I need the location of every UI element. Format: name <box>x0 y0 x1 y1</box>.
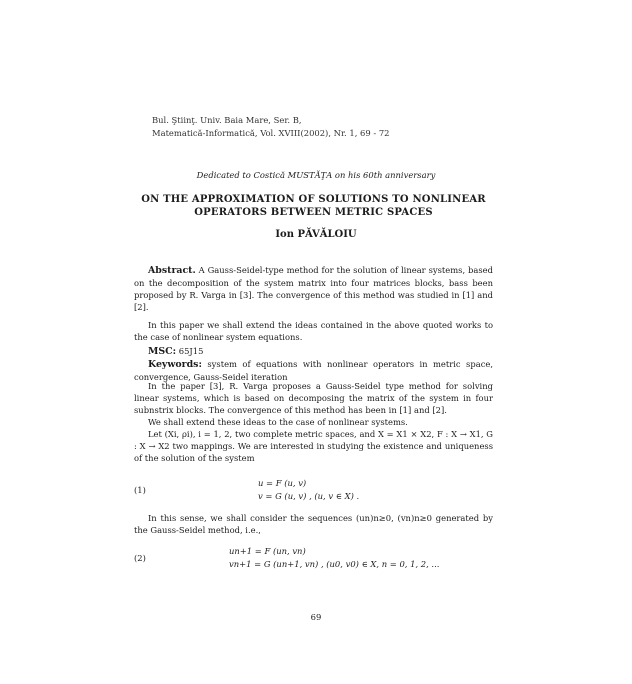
title-line2: OPERATORS BETWEEN METRIC SPACES <box>194 207 433 218</box>
equation-2-line2: vn+1 = G (un+1, vn) , (u0, v0) ∈ X, n = 0, 1, 2, ... <box>229 559 440 569</box>
abstract-paragraph <box>134 264 493 313</box>
msc-label: MSC: <box>148 346 177 357</box>
author: Ion PĂVĂLOIU <box>275 229 357 240</box>
msc-value: 65J15 <box>178 346 204 356</box>
title-line1: ON THE APPROXIMATION OF SOLUTIONS TO NONLINEAR <box>141 194 486 205</box>
keywords-value: system of equations with nonlinear operators in metric space, convergence, Gauss-Seidel iteration <box>134 359 493 382</box>
body-paragraph-3: Let (Xi, ρi), i = 1, 2, two complete metric spaces, and X = X1 × X2, F : X → X1, G : X → X2 two mappings. We are interested in studying the existence and uniqueness of the solution of the system <box>134 429 493 463</box>
journal-header <box>152 114 390 140</box>
msc-line <box>134 345 493 358</box>
equation-1-line2: v = G (u, v) , (u, v ∈ X) . <box>258 491 360 501</box>
journal-header-line2: Matematică-Informatică, Vol. XVIII(2002), Nr. 1, 69 - 72 <box>152 128 390 138</box>
abstract-text: A Gauss-Seidel-type method for the solution of linear systems, based on the decomposition of the system matrix into four matrices blocks, bass been proposed by R. Varga in [3]. The convergence of this method was studied in [1] and [2]. <box>134 265 493 312</box>
page-number: 69 <box>310 612 322 622</box>
body-paragraph-4: In this sense, we shall consider the sequences (un)n≥0, (vn)n≥0 generated by the Gauss-Seidel method, i.e., <box>134 513 493 535</box>
abstract-label: Abstract. <box>148 265 196 276</box>
abstract-block <box>134 264 493 383</box>
equation-2-line1: un+1 = F (un, vn) <box>229 546 306 556</box>
abstract-paragraph-2: In this paper we shall extend the ideas contained in the above quoted works to the case of nonlinear system equations. <box>134 320 493 342</box>
body-text <box>134 380 493 464</box>
body-paragraph-2: We shall extend these ideas to the case of nonlinear systems. <box>148 417 408 427</box>
journal-header-line1: Bul. Ştiinţ. Univ. Baia Mare, Ser. B, <box>152 115 302 125</box>
equation-1-line1: u = F (u, v) <box>258 478 307 488</box>
body-paragraph-1: In the paper [3], R. Varga proposes a Gauss-Seidel type method for solving linear systems, which is based on decomposing the matrix of the system in four subnstrix blocks. The convergence of this method has been in [1] and [2]. <box>134 381 493 415</box>
equation-2-tag: (2) <box>134 553 146 563</box>
keywords-label: Keywords: <box>148 359 202 370</box>
dedication: Dedicated to Costică MUSTĂŢA on his 60th anniversary <box>196 170 436 180</box>
equation-1-tag: (1) <box>134 485 146 495</box>
paper-title <box>134 193 493 219</box>
body-text-2 <box>134 512 493 536</box>
